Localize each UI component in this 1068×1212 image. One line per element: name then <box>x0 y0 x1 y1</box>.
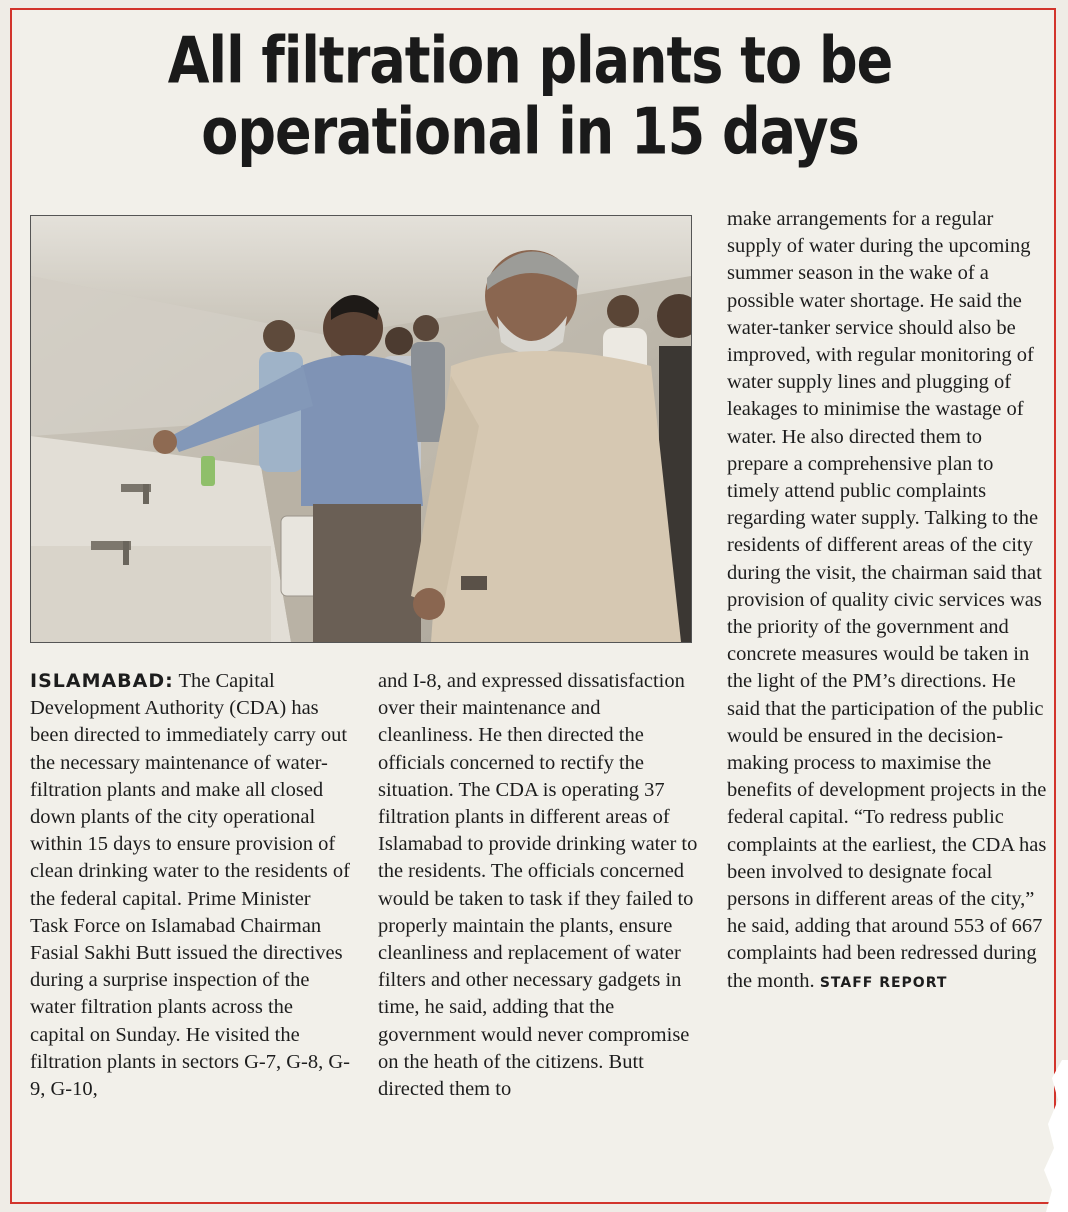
column-2-text: and I-8, and expressed dissatisfaction over their maintenance and cleanliness. He then directed the officials concerned to rectify the situation. The CDA is operating 37 filtration plants in different areas of Islamabad to provide drinking water to the residents. The officials concerned would be taken to task if they failed to properly maintain the plants, ensure cleanliness and replacement of water filters and other necessary gadgets in time, he said, adding that the government would never compromise on the heath of the citizens. Butt directed them to <box>378 670 698 1101</box>
torn-edge <box>1038 1060 1068 1212</box>
article-column-3 <box>727 206 1047 997</box>
dateline: ISLAMABAD: <box>30 670 174 692</box>
byline: STAFF REPORT <box>819 974 948 991</box>
article-photo <box>30 215 692 643</box>
column-3-text: make arrangements for a regular supply of water during the upcoming summer season in the wake of a possible water shortage. He said the water-tanker service should also be improved, with regular monitoring of water supply lines and plugging of leakages to minimise the wastage of water. He also directed them to prepare a comprehensive plan to timely attend public complaints regarding water supply. Talking to the residents of different areas of the city during the visit, the chairman said that provision of quality civic services was the priority of the government and concrete measures would be taken in the light of the PM’s directions. He said that the participation of the public would be ensured in the decision-making process to maximise the benefits of development projects in the federal capital. “To redress public complaints at the earliest, the CDA has been involved to designate focal persons in different areas of the city,” he said, adding that around 553 of 667 complaints had been redressed during the month. <box>727 208 1047 992</box>
headline: All filtration plants to be operational in 15 days <box>167 23 893 169</box>
article-column-2 <box>378 668 700 1103</box>
column-1-text: The Capital Development Authority (CDA) has been directed to immediately carry out the necessary maintenance of water-filtration plants and make all closed down plants of the city operational within 15 days to ensure provision of clean drinking water to the residents of the federal capital. Prime Minister Task Force on Islamabad Chairman Fasial Sakhi Butt issued the directives during a surprise inspection of the water filtration plants across the capital on Sunday. He visited the filtration plants in sectors G-7, G-8, G-9, G-10, <box>30 670 350 1101</box>
article-column-1 <box>30 668 350 1103</box>
